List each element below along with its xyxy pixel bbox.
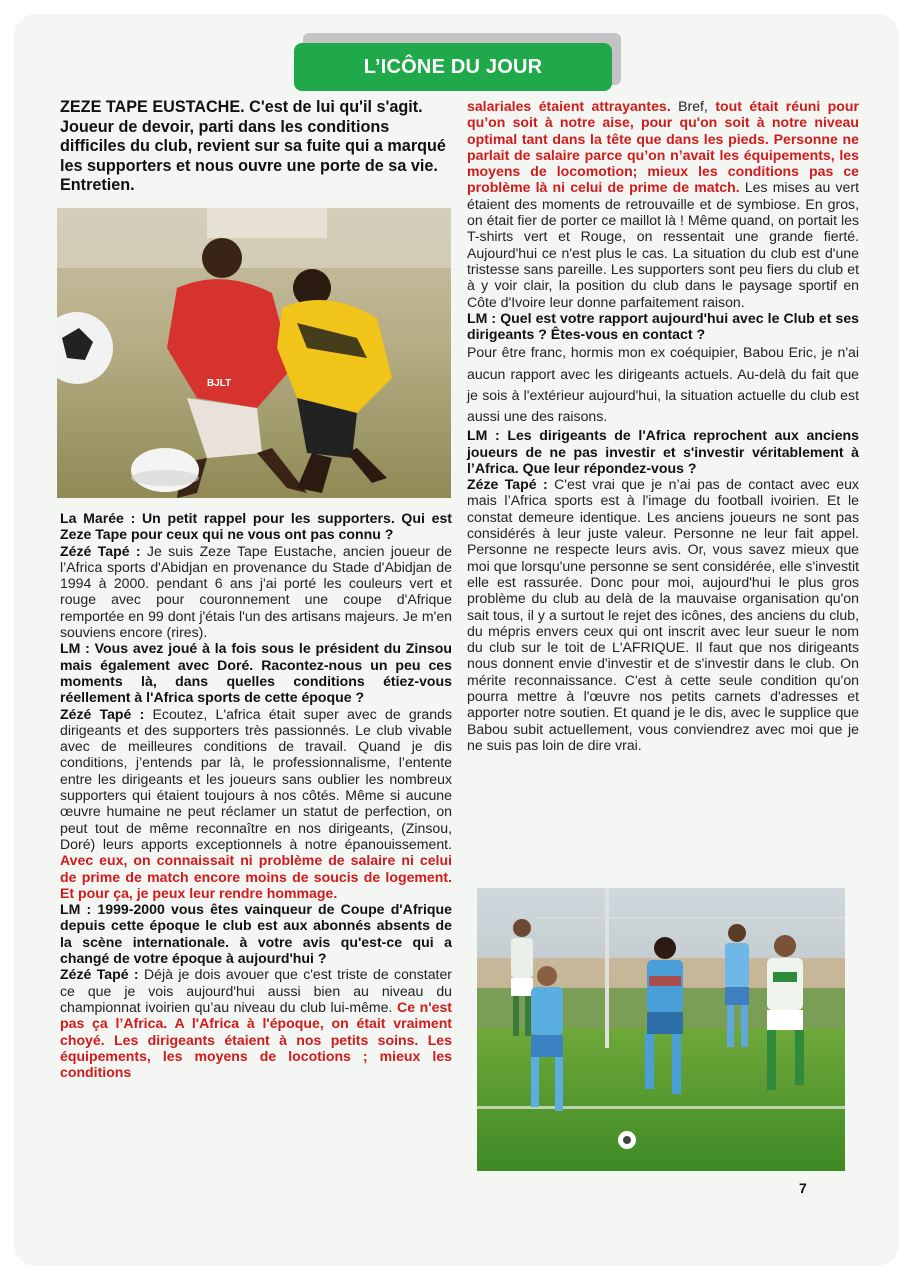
question-5: LM : Les dirigeants de l'Africa reprochent aux anciens joueurs de ne pas investir et s'investir véritablement à l’Africa. Que leur répondez-vous ? [467, 427, 859, 476]
left-column-interview [60, 510, 452, 1080]
answer-5-text: C'est vrai que je n’ai pas de contact avec eux mais l’Africa sports est à l'image du football ivoirien. Et le constat demeure identique. Les anciens joueurs ne sont pas considérés à leur juste valeur. Personne ne leur fait appel. Personne ne respecte leurs avis. Or, vous savez mieux que moi que lorsqu'une personne se sent considérée, elle s'investit elle est rassurée. Donc pour moi, aujourd'hui le plus gros problème du club au delà de la mauvaise organisation qu'on sait tous, il y a surtout le rejet des icônes, des anciens du club, du mépris envers ceux qui ont inscrit avec leur sueur le nom du club sur le toit de L'AFRIQUE. Il faut que nos dirigeants nous donnent envie d'investir et de s'investir dans le club. On mérite reconnaissance. C'est à cette seule condition qu'on pourra mettre à l'œuvre nos petits carnets d'adresses et apporter notre soutien. Et quand je le dis, avec le supplice que Babou subit actuellement, vous conviendrez avec moi que je ne suis pas loin de dire vrai. [467, 476, 859, 753]
speaker-label: Zézé Tapé : [60, 966, 139, 983]
article-intro: ZEZE TAPE EUSTACHE. C'est de lui qu'il s'agit. Joueur de devoir, parti dans les conditions difficiles du club, revient sur sa fuite qui a marqué les supporters et nous ouvre une porte de sa vie. Entretien. [60, 98, 446, 194]
answer-1-text: Je suis Zeze Tape Eustache, ancien joueur de l’Africa sports d'Abidjan en provenance du Stade d'Abidjan de 1994 à 2000. pendant 6 ans j'ai porté les couleurs vert et rouge avec pour couronnement une coupe d'Afrique remportée en 99 dont j'étais l'un des artisans majeurs. Je m'en souviens encore (rires). [60, 542, 452, 641]
speaker-label: Zézé Tapé : [60, 542, 141, 559]
match-photo-vintage [57, 208, 451, 498]
answer-3-text: Déjà je dois avouer que c'est triste de constater ce que je vois aujourd'hui aussi bien au niveau du championnat ivoirien qu’au niveau du club lui-même. [60, 966, 452, 1015]
question-3: LM : 1999-2000 vous êtes vainqueur de Coupe d'Afrique depuis cette époque le club est aux abonnés absents de la scène internationale. à votre avis qu'est-ce qui a changé de votre époque à aujourd'hui ? [60, 901, 452, 967]
answer-3-continued [467, 98, 859, 310]
match-photo-vintage-illustration [57, 208, 451, 498]
answer-4: Pour être franc, hormis mon ex coéquipier, Babou Eric, je n'ai aucun rapport avec les dirigeants actuels. Au-delà du fait que je sois à l'extérieur aujourd'hui, la situation actuelle du club est aussi une des raisons. [467, 344, 859, 425]
question-4: LM : Quel est votre rapport aujourd'hui avec le Club et ses dirigeants ? Êtes-vous en contact ? [467, 309, 859, 343]
right-column [467, 98, 859, 753]
banner-title: L’ICÔNE DU JOUR [363, 55, 543, 78]
answer-2-highlight: Avec eux, on connaissait ni problème de salaire ni celui de prime de match encore moins de soucis de logement. Et pour ça, je peux leur rendre hommage. [60, 852, 452, 901]
match-photo-modern-illustration [477, 888, 845, 1171]
answer-3 [60, 966, 452, 1080]
answer-2-text: Ecoutez, L'africa était super avec de grands dirigeants et des supporters très passionnés. Le club vivable avec de meilleures conditions de travail. Quand je dis conditions, j’entends par là, le professionnalisme, l’entente entre les dirigeants et les joueurs sans oublier les nombreux supporters qui étaient toujours à nos côtés. Même si aucune œuvre humaine ne peut réclamer un statut de perfection, on peut tout de même reconnaître en nos dirigeants, (Zinsou, Doré) leurs apports exceptionnels à notre épanouissement. [60, 705, 452, 852]
answer-1 [60, 543, 452, 641]
question-2: LM : Vous avez joué à la fois sous le président du Zinsou mais également avec Doré. Racontez-nous un peu ces moments là, dans quelles conditions étiez-vous réellement à l'Africa sports de cette époque ? [60, 640, 452, 706]
answer-3-mid: Bref, [670, 98, 716, 114]
answer-2 [60, 706, 452, 902]
speaker-label: Zézé Tapé : [60, 705, 145, 722]
page-number: 7 [799, 1180, 807, 1196]
match-photo-modern [477, 888, 845, 1171]
answer-3-highlight-cont: salariales étaient attrayantes. [467, 98, 671, 114]
answer-3-highlight: Ce n'est pas ça l’Africa. A l'Africa à l'époque, on était vraiment choyé. Les dirigeants étaient à nos petits soins. Les équipements, les moyens de locotions ; mieux les conditions [60, 998, 452, 1081]
speaker-label: Zéze Tapé : [467, 476, 548, 493]
answer-3-highlight-b: tout était réuni pour qu’on soit à notre aise, pour qu'on soit à notre niveau optimal tant dans la tête que dans les pieds. Personne ne parlait de salaire parce qu’on n’avait les équipements, les moyens de locomotion; mieux les conditions pas ce problème là ni celui de prime de match. [467, 98, 859, 196]
jersey-text: BJLT [207, 378, 232, 389]
question-1: La Marée : Un petit rappel pour les supporters. Qui est Zeze Tape pour ceux qui ne vous ont pas connu ? [60, 510, 452, 543]
left-column-top [60, 98, 452, 196]
section-banner [294, 43, 612, 91]
answer-5 [467, 476, 859, 753]
answer-3-rest: Les mises au vert étaient des moments de retrouvaille et de symbiose. En gros, on était fier de porter ce maillot là ! Même quand, on portait les T-shirts vert et Rouge, on ressentait une grande fierté. Aujourd'hui ce n'est plus le cas. La situation du club est d'une tristesse sans pareille. Les supporters sont peu fiers du club et à y voir clair, la position du club dans le paysage sportif en Côte d'Ivoire leur donne parfaitement raison. [467, 179, 859, 310]
